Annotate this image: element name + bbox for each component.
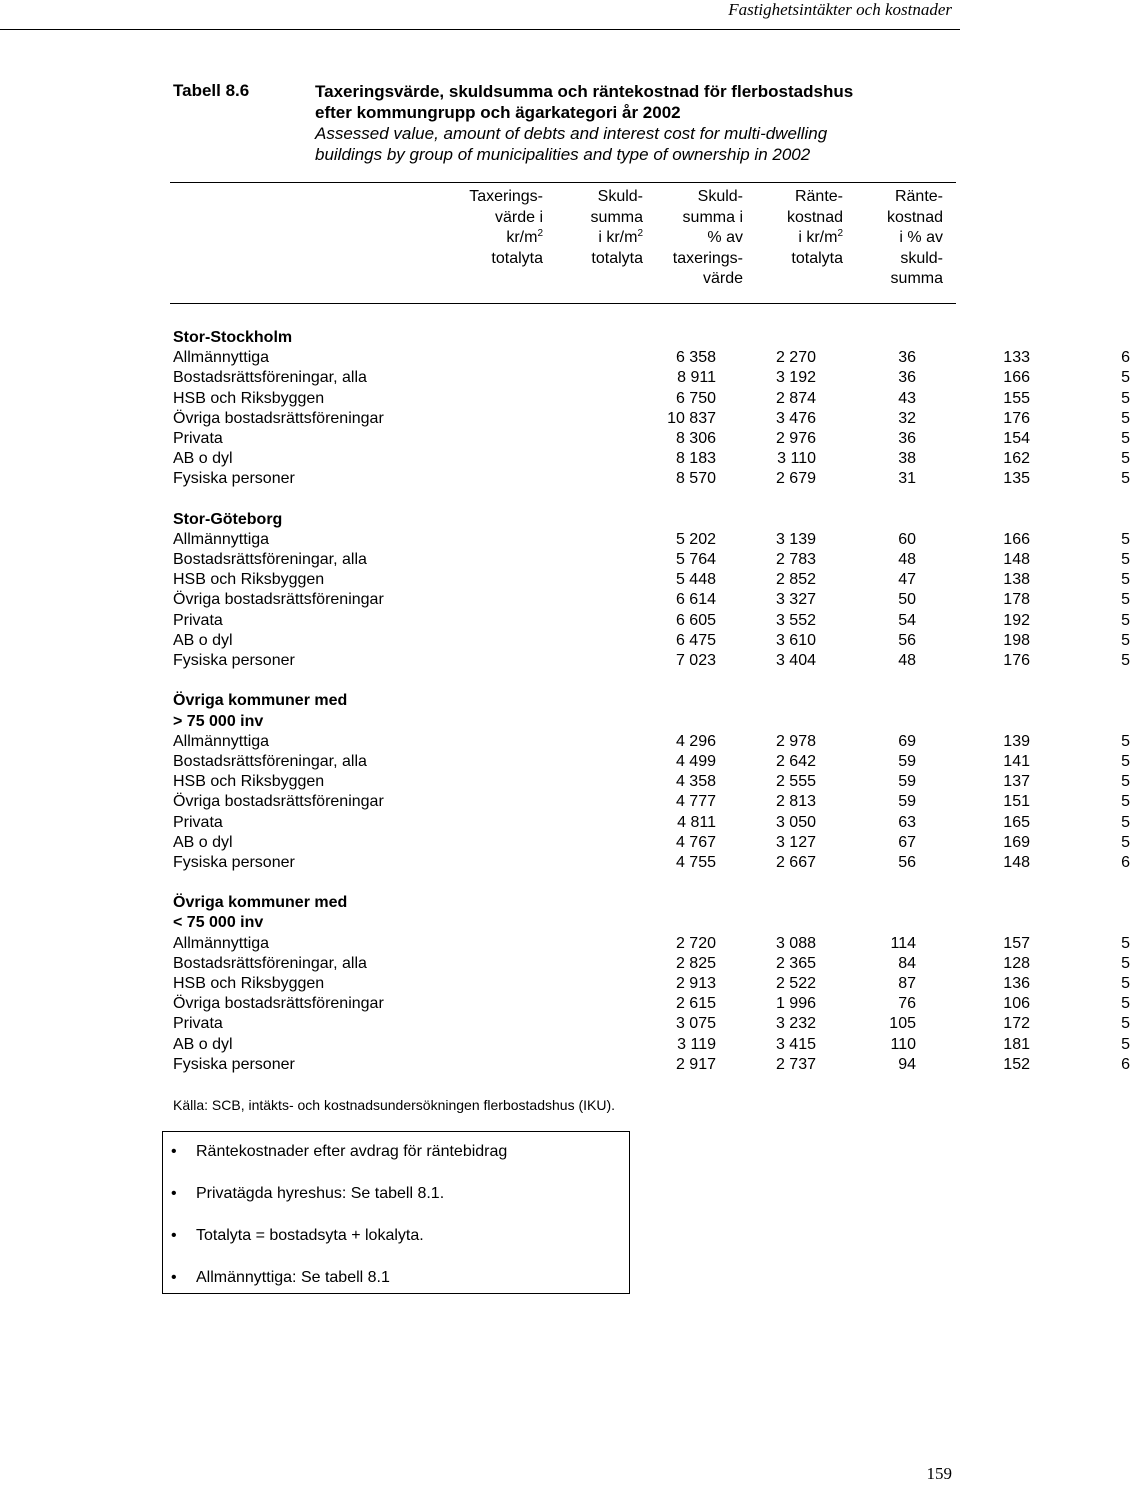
table-row [173, 550, 1130, 570]
table-row [173, 389, 1130, 409]
cell-value: 5 [1121, 934, 1130, 952]
row-label: Allmännyttiga [173, 530, 270, 548]
cell-value: 2 874 [775, 389, 816, 407]
cell-value: 139 [1003, 732, 1030, 750]
cell-value: 84 [898, 954, 916, 972]
cell-value: 3 327 [775, 591, 816, 609]
cell-value: 5 202 [675, 530, 716, 548]
cell-value: 106 [1003, 995, 1030, 1013]
cell-value: 165 [1003, 813, 1030, 831]
cell-value: 3 127 [775, 833, 816, 851]
cell-value: 6 [1121, 349, 1130, 367]
cell-value: 166 [1003, 369, 1030, 387]
cell-value: 2 555 [775, 773, 816, 791]
cell-value: 32 [898, 409, 916, 427]
cell-value: 6 358 [675, 349, 716, 367]
cell-value: 2 976 [775, 429, 816, 447]
section-title: Övriga kommuner med [173, 692, 348, 710]
cell-value: 54 [898, 611, 916, 629]
cell-value: 2 522 [775, 975, 816, 992]
cell-value: 192 [1003, 611, 1030, 629]
row-label: Bostadsrättsföreningar, alla [173, 369, 367, 387]
column-header-line: totalyta [491, 249, 543, 267]
cell-value: 2 365 [775, 954, 816, 972]
cell-value: 166 [1003, 530, 1030, 548]
title-swedish-line-2: efter kommungrupp och ägarkategori år 2002 [315, 103, 681, 122]
cell-value: 110 [890, 1035, 916, 1053]
cell-value: 5 [1121, 813, 1130, 831]
cell-value: 3 476 [775, 409, 816, 427]
cell-value: 4 358 [675, 773, 716, 791]
cell-value: 128 [1003, 954, 1030, 972]
cell-value: 2 913 [675, 975, 716, 992]
table-row [173, 611, 1130, 631]
cell-value: 48 [898, 652, 916, 669]
cell-value: 6 [1121, 1055, 1130, 1073]
cell-value: 5 [1121, 833, 1130, 851]
cell-value: 5 [1121, 530, 1130, 548]
table-row [173, 954, 1130, 974]
table-row [173, 833, 1130, 853]
cell-value: 43 [898, 389, 916, 407]
cell-value: 6 [1121, 853, 1130, 871]
table-body [173, 328, 1130, 1075]
header-rule [0, 29, 960, 30]
table-row [173, 994, 1130, 1014]
row-label: Fysiska personer [173, 470, 295, 488]
cell-value: 2 642 [775, 752, 816, 770]
cell-value: 59 [898, 773, 916, 791]
table-row [173, 449, 1130, 469]
cell-value: 141 [1003, 752, 1030, 770]
column-header-line: taxerings- [672, 249, 743, 267]
table-row [173, 590, 1130, 610]
cell-value: 2 270 [775, 349, 816, 367]
cell-value: 114 [890, 934, 916, 952]
column-header-line: i $kr/m^2$ [598, 228, 643, 246]
cell-value: 5 [1121, 409, 1130, 427]
row-label: Övriga bostadsrättsföreningar [173, 793, 384, 811]
cell-value: 2 813 [775, 793, 816, 811]
cell-value: 135 [1003, 470, 1030, 488]
column-header-line: kostnad [886, 208, 943, 226]
column-header-line: i % av [899, 229, 943, 246]
title-english-line-1: Assessed value, amount of debts and interest cost for multi-dwelling [315, 124, 828, 143]
cell-value: 5 [1121, 551, 1130, 569]
cell-value: 2 667 [775, 853, 816, 871]
cell-value: 2 615 [675, 995, 716, 1013]
row-label: HSB och Riksbyggen [173, 773, 325, 791]
cell-value: 50 [898, 591, 916, 609]
cell-value: 8 570 [675, 470, 716, 488]
bullet-icon: • [171, 1269, 177, 1286]
cell-value: 94 [898, 1055, 916, 1073]
cell-value: 10 837 [667, 409, 716, 427]
row-label: Privata [173, 1015, 223, 1033]
note-item [171, 1143, 507, 1161]
cell-value: 151 [1003, 793, 1030, 811]
cell-value: 5 [1121, 631, 1130, 649]
cell-value: 3 192 [775, 369, 816, 387]
column-header-line: kostnad [786, 208, 843, 226]
cell-value: 5 [1121, 752, 1130, 770]
title-english-line-2: buildings by group of municipalities and type of ownership in 2002 [315, 145, 811, 164]
cell-value: 2 852 [775, 571, 816, 589]
cell-value: 3 610 [775, 631, 816, 649]
cell-value: 155 [1003, 389, 1030, 407]
cell-value: 5 [1121, 1035, 1130, 1053]
row-label: Privata [173, 429, 223, 447]
cell-value: 5 [1121, 773, 1130, 791]
cell-value: 47 [898, 571, 916, 589]
column-header-line: totalyta [791, 249, 843, 267]
notes-box [162, 1131, 630, 1294]
source-note: Källa: SCB, intäkts- och kostnadsundersökningen flerbostadshus (IKU). [173, 1097, 616, 1113]
cell-value: 154 [1003, 429, 1030, 447]
cell-value: 5 [1121, 1015, 1130, 1033]
cell-value: 3 119 [677, 1035, 716, 1053]
table-row [173, 853, 1130, 873]
cell-value: 63 [898, 813, 916, 831]
cell-value: 5 [1121, 429, 1130, 447]
row-label: HSB och Riksbyggen [173, 571, 325, 589]
cell-value: 5 [1121, 793, 1130, 811]
row-label: HSB och Riksbyggen [173, 389, 325, 407]
column-header-line: Skuld- [697, 188, 743, 205]
page-number: 159 [926, 1464, 952, 1483]
table-row [173, 752, 1130, 772]
cell-value: 2 825 [675, 954, 716, 972]
running-header: Fastighetsintäkter och kostnader [728, 0, 952, 19]
table-title [315, 81, 955, 165]
cell-value: 76 [898, 995, 916, 1013]
cell-value: 36 [898, 369, 916, 387]
cell-value: 4 767 [675, 833, 716, 851]
cell-value: 5 [1121, 611, 1130, 629]
cell-value: 5 [1121, 389, 1130, 407]
row-label: HSB och Riksbyggen [173, 975, 325, 992]
cell-value: 178 [1003, 591, 1030, 609]
column-header-line: totalyta [591, 249, 643, 267]
title-swedish-line-1: Taxeringsvärde, skuldsumma och räntekostnad för flerbostadshus [315, 82, 854, 101]
superscript: 2 [837, 228, 843, 239]
note-text: Allmännyttiga: Se tabell 8.1 [196, 1269, 390, 1286]
cell-value: 2 917 [675, 1055, 716, 1073]
cell-value: 3 139 [775, 530, 816, 548]
cell-value: 4 811 [677, 813, 716, 831]
cell-value: 6 614 [675, 591, 716, 609]
cell-value: 2 783 [775, 551, 816, 569]
cell-value: 5 [1121, 652, 1130, 669]
cell-value: 5 [1121, 571, 1130, 589]
cell-value: 5 [1121, 975, 1130, 992]
table-number: Tabell 8.6 [173, 81, 250, 100]
column-header-line: summa [890, 270, 943, 287]
cell-value: 67 [898, 833, 916, 851]
column-header-line: Taxerings- [469, 188, 543, 205]
note-text: Räntekostnader efter avdrag för räntebidrag [196, 1143, 508, 1160]
cell-value: 59 [898, 752, 916, 770]
cell-value: 181 [1003, 1035, 1030, 1053]
cell-value: 1 996 [775, 995, 816, 1013]
row-label: AB o dyl [173, 631, 233, 649]
cell-value: 5 [1121, 470, 1130, 488]
cell-value: 3 552 [775, 611, 816, 629]
cell-value: 2 737 [775, 1055, 816, 1073]
row-label: Fysiska personer [173, 853, 295, 871]
column-header-line: skuld- [900, 249, 943, 267]
table-row [173, 631, 1130, 651]
column-header-line: summa i [682, 208, 743, 226]
cell-value: 198 [1003, 631, 1030, 649]
cell-value: 5 448 [675, 571, 716, 589]
cell-value: 48 [898, 551, 916, 569]
row-label: Bostadsrättsföreningar, alla [173, 752, 367, 770]
bullet-icon: • [171, 1143, 177, 1160]
column-header-line: summa [590, 208, 643, 226]
section-title: Stor-Stockholm [173, 329, 293, 346]
cell-value: 3 404 [775, 652, 816, 669]
note-text: Privatägda hyreshus: Se tabell 8.1. [196, 1185, 445, 1202]
cell-value: 172 [1003, 1015, 1030, 1033]
cell-value: 148 [1003, 551, 1030, 569]
section-title: > 75 000 inv [173, 712, 264, 730]
note-item [171, 1227, 424, 1245]
cell-value: 5 [1121, 995, 1130, 1013]
cell-value: 3 075 [675, 1015, 716, 1033]
table-row [173, 772, 1130, 792]
cell-value: 105 [889, 1015, 916, 1033]
cell-value: 133 [1003, 349, 1030, 367]
table-row [173, 792, 1130, 812]
column-header-line: Ränte- [894, 188, 943, 205]
cell-value: 5 [1121, 954, 1130, 972]
row-label: Övriga bostadsrättsföreningar [173, 995, 384, 1013]
cell-value: 5 [1121, 450, 1130, 468]
row-label: Bostadsrättsföreningar, alla [173, 551, 367, 569]
section-title: Övriga kommuner med [173, 894, 348, 912]
column-header-5 [887, 187, 943, 290]
section-spacer [173, 873, 953, 893]
table-row [173, 409, 1130, 429]
cell-value: 5 [1121, 591, 1130, 609]
column-header-4 [787, 187, 843, 269]
row-label: AB o dyl [173, 450, 233, 468]
row-label: Allmännyttiga [173, 349, 270, 367]
section-title: Stor-Göteborg [173, 510, 283, 528]
cell-value: 3 232 [775, 1015, 816, 1033]
column-header-line: % av [707, 229, 743, 246]
section-title: < 75 000 inv [173, 914, 264, 932]
cell-value: 6 750 [675, 389, 716, 407]
cell-value: 2 679 [775, 470, 816, 488]
cell-value: 38 [898, 450, 916, 468]
cell-value: 8 306 [675, 429, 716, 447]
row-label: Bostadsrättsföreningar, alla [173, 954, 367, 972]
cell-value: 148 [1003, 853, 1030, 871]
section-spacer [173, 490, 953, 510]
cell-value: 3 415 [775, 1035, 816, 1053]
bullet-icon: • [171, 1185, 177, 1202]
cell-value: 4 755 [675, 853, 716, 871]
table-row [173, 651, 1130, 671]
note-text: Totalyta = bostadsyta + lokalyta. [196, 1227, 424, 1244]
row-label: Övriga bostadsrättsföreningar [173, 409, 384, 427]
column-header-line: värde [702, 270, 743, 287]
table-row [173, 469, 1130, 489]
cell-value: 169 [1003, 833, 1030, 851]
row-label: Privata [173, 813, 223, 831]
cell-value: 176 [1003, 652, 1030, 669]
cell-value: 5 [1121, 732, 1130, 750]
column-header-2 [591, 187, 643, 269]
row-label: Fysiska personer [173, 652, 295, 669]
table-row [173, 429, 1130, 449]
section-spacer [173, 671, 953, 691]
cell-value: 3 088 [775, 934, 816, 952]
cell-value: 157 [1003, 934, 1030, 952]
note-item [171, 1269, 390, 1287]
row-label: Övriga bostadsrättsföreningar [173, 591, 384, 609]
table-row [173, 813, 1130, 833]
table-row [173, 974, 1130, 994]
bullet-icon: • [171, 1227, 177, 1244]
cell-value: 138 [1003, 571, 1030, 589]
row-label: Privata [173, 611, 223, 629]
row-label: AB o dyl [173, 1035, 233, 1053]
row-label: Fysiska personer [173, 1055, 295, 1073]
table-row [173, 1014, 1130, 1034]
column-header-line: Skuld- [597, 188, 643, 205]
cell-value: 8 911 [677, 369, 716, 387]
column-header-1 [469, 187, 543, 269]
superscript: 2 [537, 228, 543, 239]
cell-value: 36 [898, 429, 916, 447]
cell-value: 87 [898, 975, 916, 992]
cell-value: 4 296 [675, 732, 716, 750]
table-row [173, 1035, 1130, 1055]
cell-value: 3 050 [775, 813, 816, 831]
cell-value: 137 [1003, 773, 1030, 791]
cell-value: 4 499 [675, 752, 716, 770]
cell-value: 36 [898, 349, 916, 367]
column-header-line: värde i [494, 208, 543, 226]
cell-value: 69 [898, 732, 916, 750]
column-header-3 [673, 187, 743, 290]
table-row [173, 368, 1130, 388]
cell-value: 6 475 [675, 631, 716, 649]
row-label: Allmännyttiga [173, 934, 270, 952]
table-row [173, 530, 1130, 550]
header-bottom-rule [170, 303, 956, 304]
cell-value: 2 720 [675, 934, 716, 952]
cell-value: 8 183 [675, 450, 716, 468]
cell-value: 59 [898, 793, 916, 811]
cell-value: 4 777 [675, 793, 716, 811]
cell-value: 5 [1121, 369, 1130, 387]
cell-value: 60 [898, 530, 916, 548]
cell-value: 152 [1003, 1055, 1030, 1073]
cell-value: 136 [1003, 975, 1030, 992]
superscript: 2 [637, 228, 643, 239]
table-top-rule [170, 182, 956, 183]
cell-value: 162 [1003, 450, 1030, 468]
cell-value: 6 605 [675, 611, 716, 629]
cell-value: 2 978 [775, 732, 816, 750]
row-label: Allmännyttiga [173, 732, 270, 750]
note-item [171, 1185, 444, 1203]
column-header-line: $kr/m^2$ [506, 228, 543, 246]
table-row [173, 570, 1130, 590]
column-header-line: Ränte- [794, 188, 843, 205]
cell-value: 56 [898, 853, 916, 871]
cell-value: 3 110 [777, 450, 816, 468]
cell-value: 31 [898, 470, 916, 488]
cell-value: 7 023 [675, 652, 716, 669]
cell-value: 5 764 [675, 551, 716, 569]
table-row [173, 1055, 1130, 1075]
column-header-line: i $kr/m^2$ [798, 228, 843, 246]
cell-value: 56 [898, 631, 916, 649]
table-row [173, 732, 1130, 752]
table-row [173, 348, 1130, 368]
cell-value: 176 [1003, 409, 1030, 427]
table-row [173, 934, 1130, 954]
row-label: AB o dyl [173, 833, 233, 851]
